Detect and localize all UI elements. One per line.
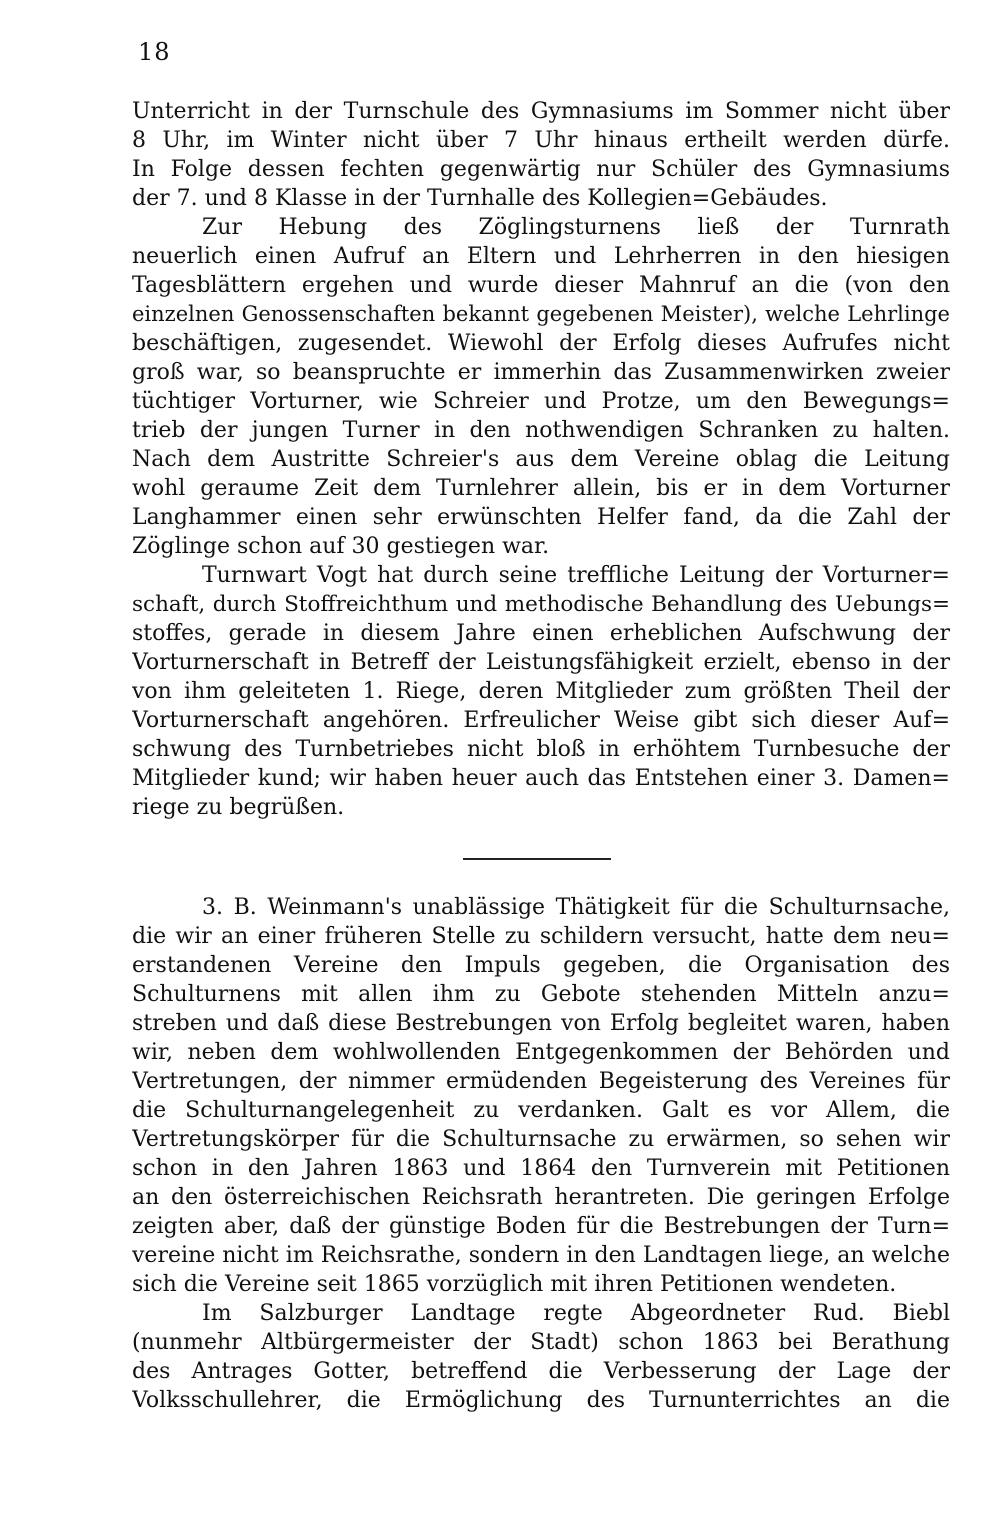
text-line: die Schulturnangelegenheit zu verdanken. Galt es vor Allem, die [132, 1098, 950, 1123]
text-line: In Folge dessen fechten gegenwärtig nur Schüler des Gymnasiums [132, 157, 950, 182]
text-line: trieb der jungen Turner in den nothwendigen Schranken zu halten. [132, 418, 950, 443]
text-line: riege zu begrüßen. [132, 795, 345, 820]
text-line: Unterricht in der Turnschule des Gymnasiums im Sommer nicht über [132, 99, 950, 124]
section-divider [463, 858, 611, 860]
text-line: 3. B. Weinmann's unablässige Thätigkeit für die Schulturnsache, [202, 895, 950, 920]
text-line: die wir an einer früheren Stelle zu schildern versucht, hatte dem neu= [132, 924, 950, 949]
text-line: wir, neben dem wohlwollenden Entgegenkommen der Behörden und [132, 1040, 950, 1065]
text-line: sich die Vereine seit 1865 vorzüglich mit ihren Petitionen wendeten. [132, 1272, 897, 1297]
text-line: Zöglinge schon auf 30 gestiegen war. [132, 534, 550, 559]
text-line: Nach dem Austritte Schreier's aus dem Vereine oblag die Leitung [132, 447, 950, 472]
text-line: Vertretungen, der nimmer ermüdenden Begeisterung des Vereines für [132, 1069, 950, 1094]
text-line: der 7. und 8 Klasse in der Turnhalle des Kollegien=Gebäudes. [132, 186, 828, 211]
text-line: schon in den Jahren 1863 und 1864 den Turnverein mit Petitionen [132, 1156, 950, 1181]
page-number: 18 [138, 38, 171, 66]
text-line: 8 Uhr, im Winter nicht über 7 Uhr hinaus ertheilt werden dürfe. [132, 128, 950, 153]
text-line: an den österreichischen Reichsrath herantreten. Die geringen Erfolge [132, 1185, 950, 1210]
text-line: schwung des Turnbetriebes nicht bloß in erhöhtem Turnbesuche der [132, 737, 950, 762]
text-line: tüchtiger Vorturner, wie Schreier und Protze, um den Bewegungs= [132, 389, 950, 414]
text-line: Vorturnerschaft angehören. Erfreulicher Weise gibt sich dieser Auf= [132, 708, 950, 733]
text-line: vereine nicht im Reichsrathe, sondern in den Landtagen liege, an welche [132, 1243, 950, 1268]
section-one-text [132, 97, 950, 822]
text-line: Zur Hebung des Zöglingsturnens ließ der Turnrath [202, 215, 950, 240]
text-line: schaft, durch Stoffreichthum und methodische Behandlung des Uebungs= [132, 592, 950, 617]
text-line: Volksschullehrer, die Ermöglichung des Turnunterrichtes an die [132, 1388, 950, 1413]
text-line: Im Salzburger Landtage regte Abgeordneter Rud. Biebl [202, 1301, 950, 1326]
text-line: Mitglieder kund; wir haben heuer auch das Entstehen einer 3. Damen= [132, 766, 950, 791]
text-line: Schulturnens mit allen ihm zu Gebote stehenden Mitteln anzu= [132, 982, 950, 1007]
text-line: Turnwart Vogt hat durch seine treffliche Leitung der Vorturner= [202, 563, 950, 588]
text-line: einzelnen Genossenschaften bekannt gegebenen Meister), welche Lehrlinge [132, 302, 950, 326]
text-line: erstandenen Vereine den Impuls gegeben, die Organisation des [132, 953, 950, 978]
text-line: streben und daß diese Bestrebungen von Erfolg begleitet waren, haben [132, 1011, 950, 1036]
text-line: neuerlich einen Aufruf an Eltern und Lehrherren in den hiesigen [132, 244, 950, 269]
text-line: Vorturnerschaft in Betreff der Leistungsfähigkeit erzielt, ebenso in der [132, 650, 950, 675]
text-line: beschäftigen, zugesendet. Wiewohl der Erfolg dieses Aufrufes nicht [132, 331, 950, 356]
text-line: Langhammer einen sehr erwünschten Helfer fand, da die Zahl der [132, 505, 950, 530]
text-line: Tagesblättern ergehen und wurde dieser Mahnruf an die (von den [132, 273, 950, 298]
text-line: groß war, so beanspruchte er immerhin das Zusammenwirken zweier [132, 360, 950, 385]
text-line: (nunmehr Altbürgermeister der Stadt) schon 1863 bei Berathung [132, 1330, 950, 1355]
text-line: wohl geraume Zeit dem Turnlehrer allein, bis er in dem Vorturner [132, 476, 950, 501]
text-line: Vertretungskörper für die Schulturnsache zu erwärmen, so sehen wir [132, 1127, 950, 1152]
text-line: des Antrages Gotter, betreffend die Verbesserung der Lage der [132, 1359, 950, 1384]
text-line: zeigten aber, daß der günstige Boden für die Bestrebungen der Turn= [132, 1214, 950, 1239]
text-line: von ihm geleiteten 1. Riege, deren Mitglieder zum größten Theil der [132, 679, 950, 704]
section-two-text [132, 893, 950, 1415]
text-line: stoffes, gerade in diesem Jahre einen erheblichen Aufschwung der [132, 621, 950, 646]
